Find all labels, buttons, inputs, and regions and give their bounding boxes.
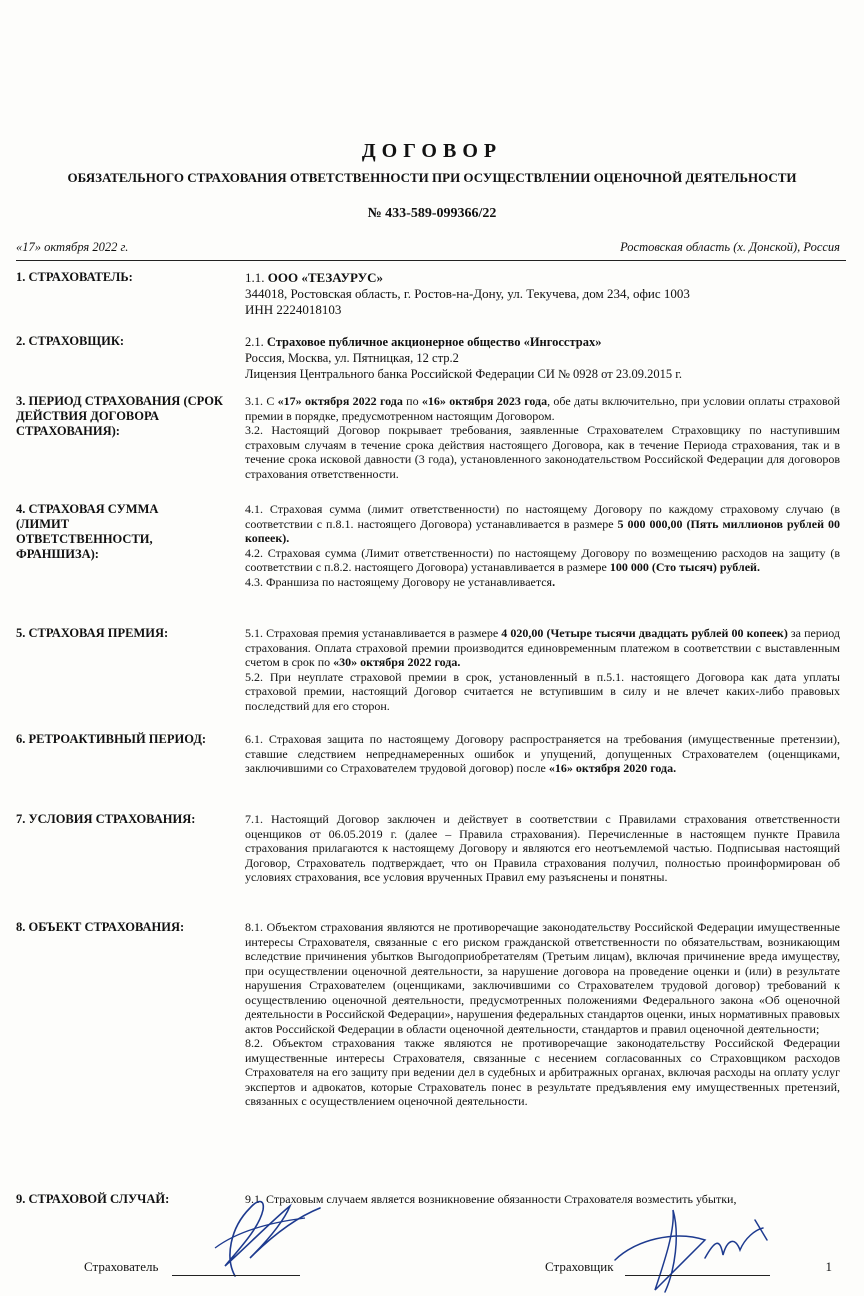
section-heading: 2. СТРАХОВЩИК: <box>16 334 125 348</box>
section-heading: 7. УСЛОВИЯ СТРАХОВАНИЯ: <box>16 812 196 826</box>
clause-3-1: 3.1. С «17» октября 2022 года по «16» октября 2023 года, обе даты включительно, при условии оплаты страховой премии в порядке, предусмотренном настоящим Договором. <box>245 394 840 423</box>
clause-9-1: 9.1. Страховым случаем является возникновение обязанности Страхователя возместить убытки, <box>245 1192 737 1206</box>
doc-number: № 433-589-099366/22 <box>367 206 497 221</box>
contract-date: «17» октября 2022 г. <box>16 240 129 254</box>
contract-place: Ростовская область (х. Донской), Россия <box>620 240 840 254</box>
section-heading: 3. ПЕРИОД СТРАХОВАНИЯ (СРОК ДЕЙСТВИЯ ДОГОВОРА СТРАХОВАНИЯ): <box>16 394 224 438</box>
section-body <box>245 920 840 1109</box>
insurer-signature-label: Страховщик <box>545 1259 614 1274</box>
clause-8-2: 8.2. Объектом страхования также являются не противоречащие законодательству Российской Федерации имущественные интересы Страхователя, связанные с несением согласованных со Страховщиком расходов Страхователя на его защиту при ведении дел в судебных и арбитражных органах, включая расходы на оплату услуг экспертов и адвокатов, которые Страхователь понес в результате предъявления ему имущественных претензий, связанных с осуществлением оценочной деятельности. <box>245 1036 840 1108</box>
clause-5-1: 5.1. Страховая премия устанавливается в размере 4 020,00 (Четыре тысячи двадцать рублей 00 копеек) за период страхования. Оплата страховой премии производится единовременным платежом в соответствии с выставленным счетом в срок по «30» октября 2022 года. <box>245 626 841 669</box>
section-body <box>245 502 840 589</box>
insurer-name: 2.1. Страховое публичное акционерное общество «Ингосстрах» <box>245 335 602 349</box>
insured-signature <box>195 1188 335 1288</box>
clause-8-1: 8.1. Объектом страхования являются не противоречащие законодательству Российской Федерации имущественные интересы Страхователя, связанные с его риском гражданской ответственности по обязательствам, возникающим вследствие причинения убытков Выгодоприобретателям (Третьим лицам), включая причинение вреда имуществу, при осуществлении оценочной деятельности, за нарушение договора на проведение оценки и (или) в результате нарушения Страхователем (оценщиками, заключившими со Страхователем трудовой договор) требований к осуществлению оценочной деятельности, предусмотренных положениями Федерального закона «Об оценочной деятельности в Российской Федерации», нарушения федеральных стандартов оценки, иных нормативных правовых актов Российской Федерации в области оценочной деятельности, стандартов и правил оценочной деятельности; <box>245 920 840 1036</box>
section-body <box>245 732 840 776</box>
section-heading: 8. ОБЪЕКТ СТРАХОВАНИЯ: <box>16 920 185 934</box>
insurer-signature <box>595 1200 795 1296</box>
insured-signature-line <box>172 1275 300 1276</box>
section-heading: 4. СТРАХОВАЯ СУММА (ЛИМИТ ОТВЕТСТВЕННОСТИ, ФРАНШИЗА): <box>16 502 159 561</box>
section-body <box>245 334 840 382</box>
clause-7-1: 7.1. Настоящий Договор заключен и действует в соответствии с Правилами страхования ответственности оценщиков от 06.05.2019 г. (далее – Правила страхования). Перечисленные в настоящем пункте Правила страхования прилагаются к настоящему Договору и являются его неотъемлемой частью. Подписывая настоящий Договор, Страхователь подтверждает, что он Правила страхования получил, полностью проинформирован об условиях страхования, все условия врученных Правил ему разъяснены и понятны. <box>245 812 840 884</box>
insurer-license: Лицензия Центрального банка Российской Федерации СИ № 0928 от 23.09.2015 г. <box>245 367 683 381</box>
doc-title: ДОГОВОР <box>361 140 503 162</box>
insurer-address: Россия, Москва, ул. Пятницкая, 12 стр.2 <box>245 351 459 365</box>
section-body <box>245 270 840 318</box>
insurer-signature-line <box>625 1275 770 1276</box>
section-heading: 6. РЕТРОАКТИВНЫЙ ПЕРИОД: <box>16 732 207 746</box>
clause-4-1: 4.1. Страховая сумма (лимит ответственности) по настоящему Договору по каждому страховому случаю (в соответствии с п.8.1. настоящего Договора) устанавливается в размере 5 000 000,00 (Пять миллионов рублей 00 копеек). <box>245 502 840 545</box>
insured-inn: ИНН 2224018103 <box>245 302 342 317</box>
header-rule <box>16 260 846 261</box>
clause-3-2: 3.2. Настоящий Договор покрывает требования, заявленные Страхователем Страховщику по наступившим страховым случаям в течение срока действия настоящего Договора, как в течение Периода страхования, так и в течение срока исковой давности (3 года), установленного законодательством Российской Федерации для договоров страхования ответственности. <box>245 423 840 481</box>
clause-4-2: 4.2. Страховая сумма (Лимит ответственности) по настоящему Договору по возмещению расходов на защиту (в соответствии с п.8.2. настоящего Договора) устанавливается в размере 100 000 (Сто тысяч) рублей. <box>245 545 840 574</box>
section-body <box>245 812 840 885</box>
insured-address: 344018, Ростовская область, г. Ростов-на-Дону, ул. Текучева, дом 234, офис 1003 <box>245 286 690 301</box>
section-heading: 9. СТРАХОВОЙ СЛУЧАЙ: <box>16 1192 170 1206</box>
clause-6-1: 6.1. Страховая защита по настоящему Договору распространяется на требования (имущественные претензии), ставшие следствием непреднамеренных ошибок и упущений, допущенных Страхователем (оценщиками, заключившими со Страхователем трудовой договор) после «16» октября 2020 года. <box>245 732 840 775</box>
insured-name: 1.1. ООО «ТЕЗАУРУС» <box>245 270 384 285</box>
page-number: 1 <box>825 1259 832 1274</box>
clause-4-3: 4.3. Франшиза по настоящему Договору не устанавливается. <box>245 574 556 589</box>
section-heading: 5. СТРАХОВАЯ ПРЕМИЯ: <box>16 626 169 640</box>
doc-subtitle: ОБЯЗАТЕЛЬНОГО СТРАХОВАНИЯ ОТВЕТСТВЕННОСТИ ПРИ ОСУЩЕСТВЛЕНИИ ОЦЕНОЧНОЙ ДЕЯТЕЛЬНОСТИ <box>67 170 797 185</box>
clause-5-2: 5.2. При неуплате страховой премии в срок, установленный в п.5.1. настоящего Договора как дата уплаты страховой премии, настоящий Договор считается не вступившим в силу и не влечет каких-либо правовых последствий для его сторон. <box>245 669 840 713</box>
section-heading: 1. СТРАХОВАТЕЛЬ: <box>16 270 133 284</box>
section-body <box>245 626 840 713</box>
insured-signature-label: Страхователь <box>84 1259 159 1274</box>
section-body <box>245 394 840 481</box>
